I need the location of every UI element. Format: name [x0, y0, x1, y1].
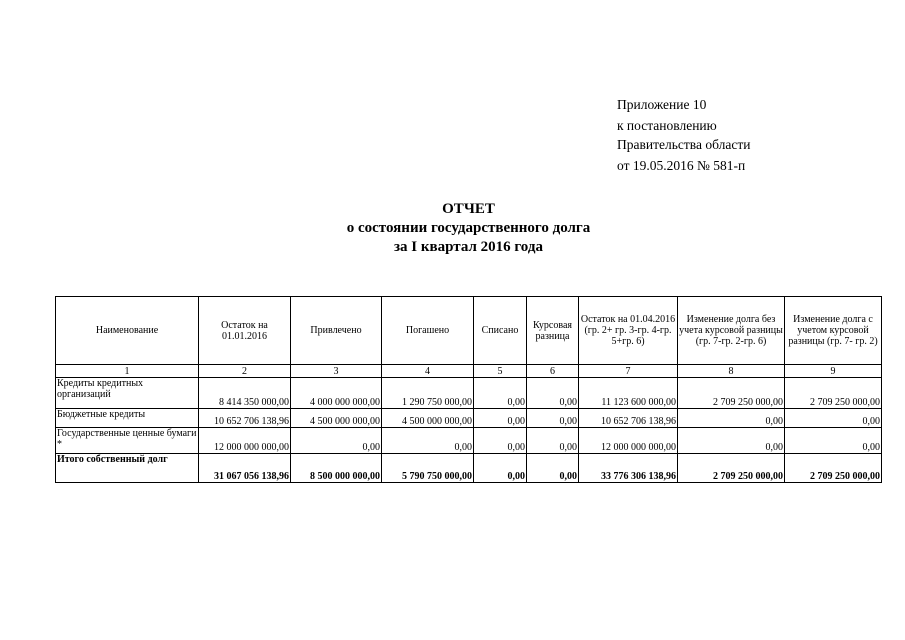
cell-value: 0,00: [678, 409, 785, 428]
header-closing-balance: Остаток на 01.04.2016 (гр. 2+ гр. 3-гр. 4-гр. 5+гр. 6): [579, 297, 678, 365]
column-number: 9: [785, 365, 882, 378]
report-title: [0, 200, 905, 257]
title-main: ОТЧЕТ: [442, 201, 495, 217]
cell-value: 0,00: [678, 428, 785, 454]
header-name: Наименование: [56, 297, 199, 365]
cell-value: 0,00: [527, 378, 579, 409]
title-period: за I квартал 2016 года: [394, 239, 543, 255]
cell-value: 0,00: [474, 378, 527, 409]
column-number: 4: [382, 365, 474, 378]
column-number: 6: [527, 365, 579, 378]
column-number: 1: [56, 365, 199, 378]
header-written-off: Списано: [474, 297, 527, 365]
header-borrowed: Привлечено: [291, 297, 382, 365]
table-row: [56, 378, 882, 409]
header-change-without-exchange: Изменение долга без учета курсовой разницы (гр. 7-гр. 2-гр. 6): [678, 297, 785, 365]
cell-value: 0,00: [527, 409, 579, 428]
cell-value: 2 709 250 000,00: [678, 378, 785, 409]
cell-value: 2 709 250 000,00: [678, 454, 785, 483]
cell-value: 0,00: [527, 454, 579, 483]
cell-value: 33 776 306 138,96: [579, 454, 678, 483]
column-number: 2: [199, 365, 291, 378]
header-repaid: Погашено: [382, 297, 474, 365]
appendix-number: Приложение 10: [617, 97, 707, 112]
table-row: [56, 409, 882, 428]
cell-value: 0,00: [785, 409, 882, 428]
cell-value: 8 500 000 000,00: [291, 454, 382, 483]
row-name: Кредиты кредитных организаций: [56, 378, 199, 409]
table-total-row: [56, 454, 882, 483]
header-exchange-difference: Курсовая разница: [527, 297, 579, 365]
cell-value: 31 067 056 138,96: [199, 454, 291, 483]
cell-value: 4 500 000 000,00: [291, 409, 382, 428]
row-name: Государственные ценные бумаги *: [56, 428, 199, 454]
cell-value: 1 290 750 000,00: [382, 378, 474, 409]
header-change-with-exchange: Изменение долга с учетом курсовой разницы (гр. 7- гр. 2): [785, 297, 882, 365]
cell-value: 0,00: [291, 428, 382, 454]
cell-value: 0,00: [382, 428, 474, 454]
column-number: 3: [291, 365, 382, 378]
appendix-decree: от 19.05.2016 № 581-п: [617, 158, 746, 173]
cell-value: 4 000 000 000,00: [291, 378, 382, 409]
row-name: Бюджетные кредиты: [56, 409, 199, 428]
cell-value: 10 652 706 138,96: [199, 409, 291, 428]
appendix-line: к постановлению: [617, 118, 717, 133]
cell-value: 0,00: [785, 428, 882, 454]
column-number: 5: [474, 365, 527, 378]
cell-value: 12 000 000 000,00: [579, 428, 678, 454]
cell-value: 0,00: [474, 454, 527, 483]
column-number: 7: [579, 365, 678, 378]
header-opening-balance: Остаток на 01.01.2016: [199, 297, 291, 365]
title-subject: о состоянии государственного долга: [346, 220, 591, 236]
cell-value: 5 790 750 000,00: [382, 454, 474, 483]
cell-value: 2 709 250 000,00: [785, 454, 882, 483]
cell-value: 2 709 250 000,00: [785, 378, 882, 409]
cell-value: 0,00: [527, 428, 579, 454]
cell-value: 10 652 706 138,96: [579, 409, 678, 428]
cell-value: 8 414 350 000,00: [199, 378, 291, 409]
column-number: 8: [678, 365, 785, 378]
appendix-line: Правительства области: [617, 137, 751, 152]
cell-value: 0,00: [474, 428, 527, 454]
cell-value: 0,00: [474, 409, 527, 428]
row-name: Итого собственный долг: [56, 454, 199, 483]
cell-value: 11 123 600 000,00: [579, 378, 678, 409]
table-row: [56, 428, 882, 454]
appendix-block: [617, 95, 750, 175]
cell-value: 12 000 000 000,00: [199, 428, 291, 454]
debt-report-table: [55, 296, 882, 483]
cell-value: 4 500 000 000,00: [382, 409, 474, 428]
